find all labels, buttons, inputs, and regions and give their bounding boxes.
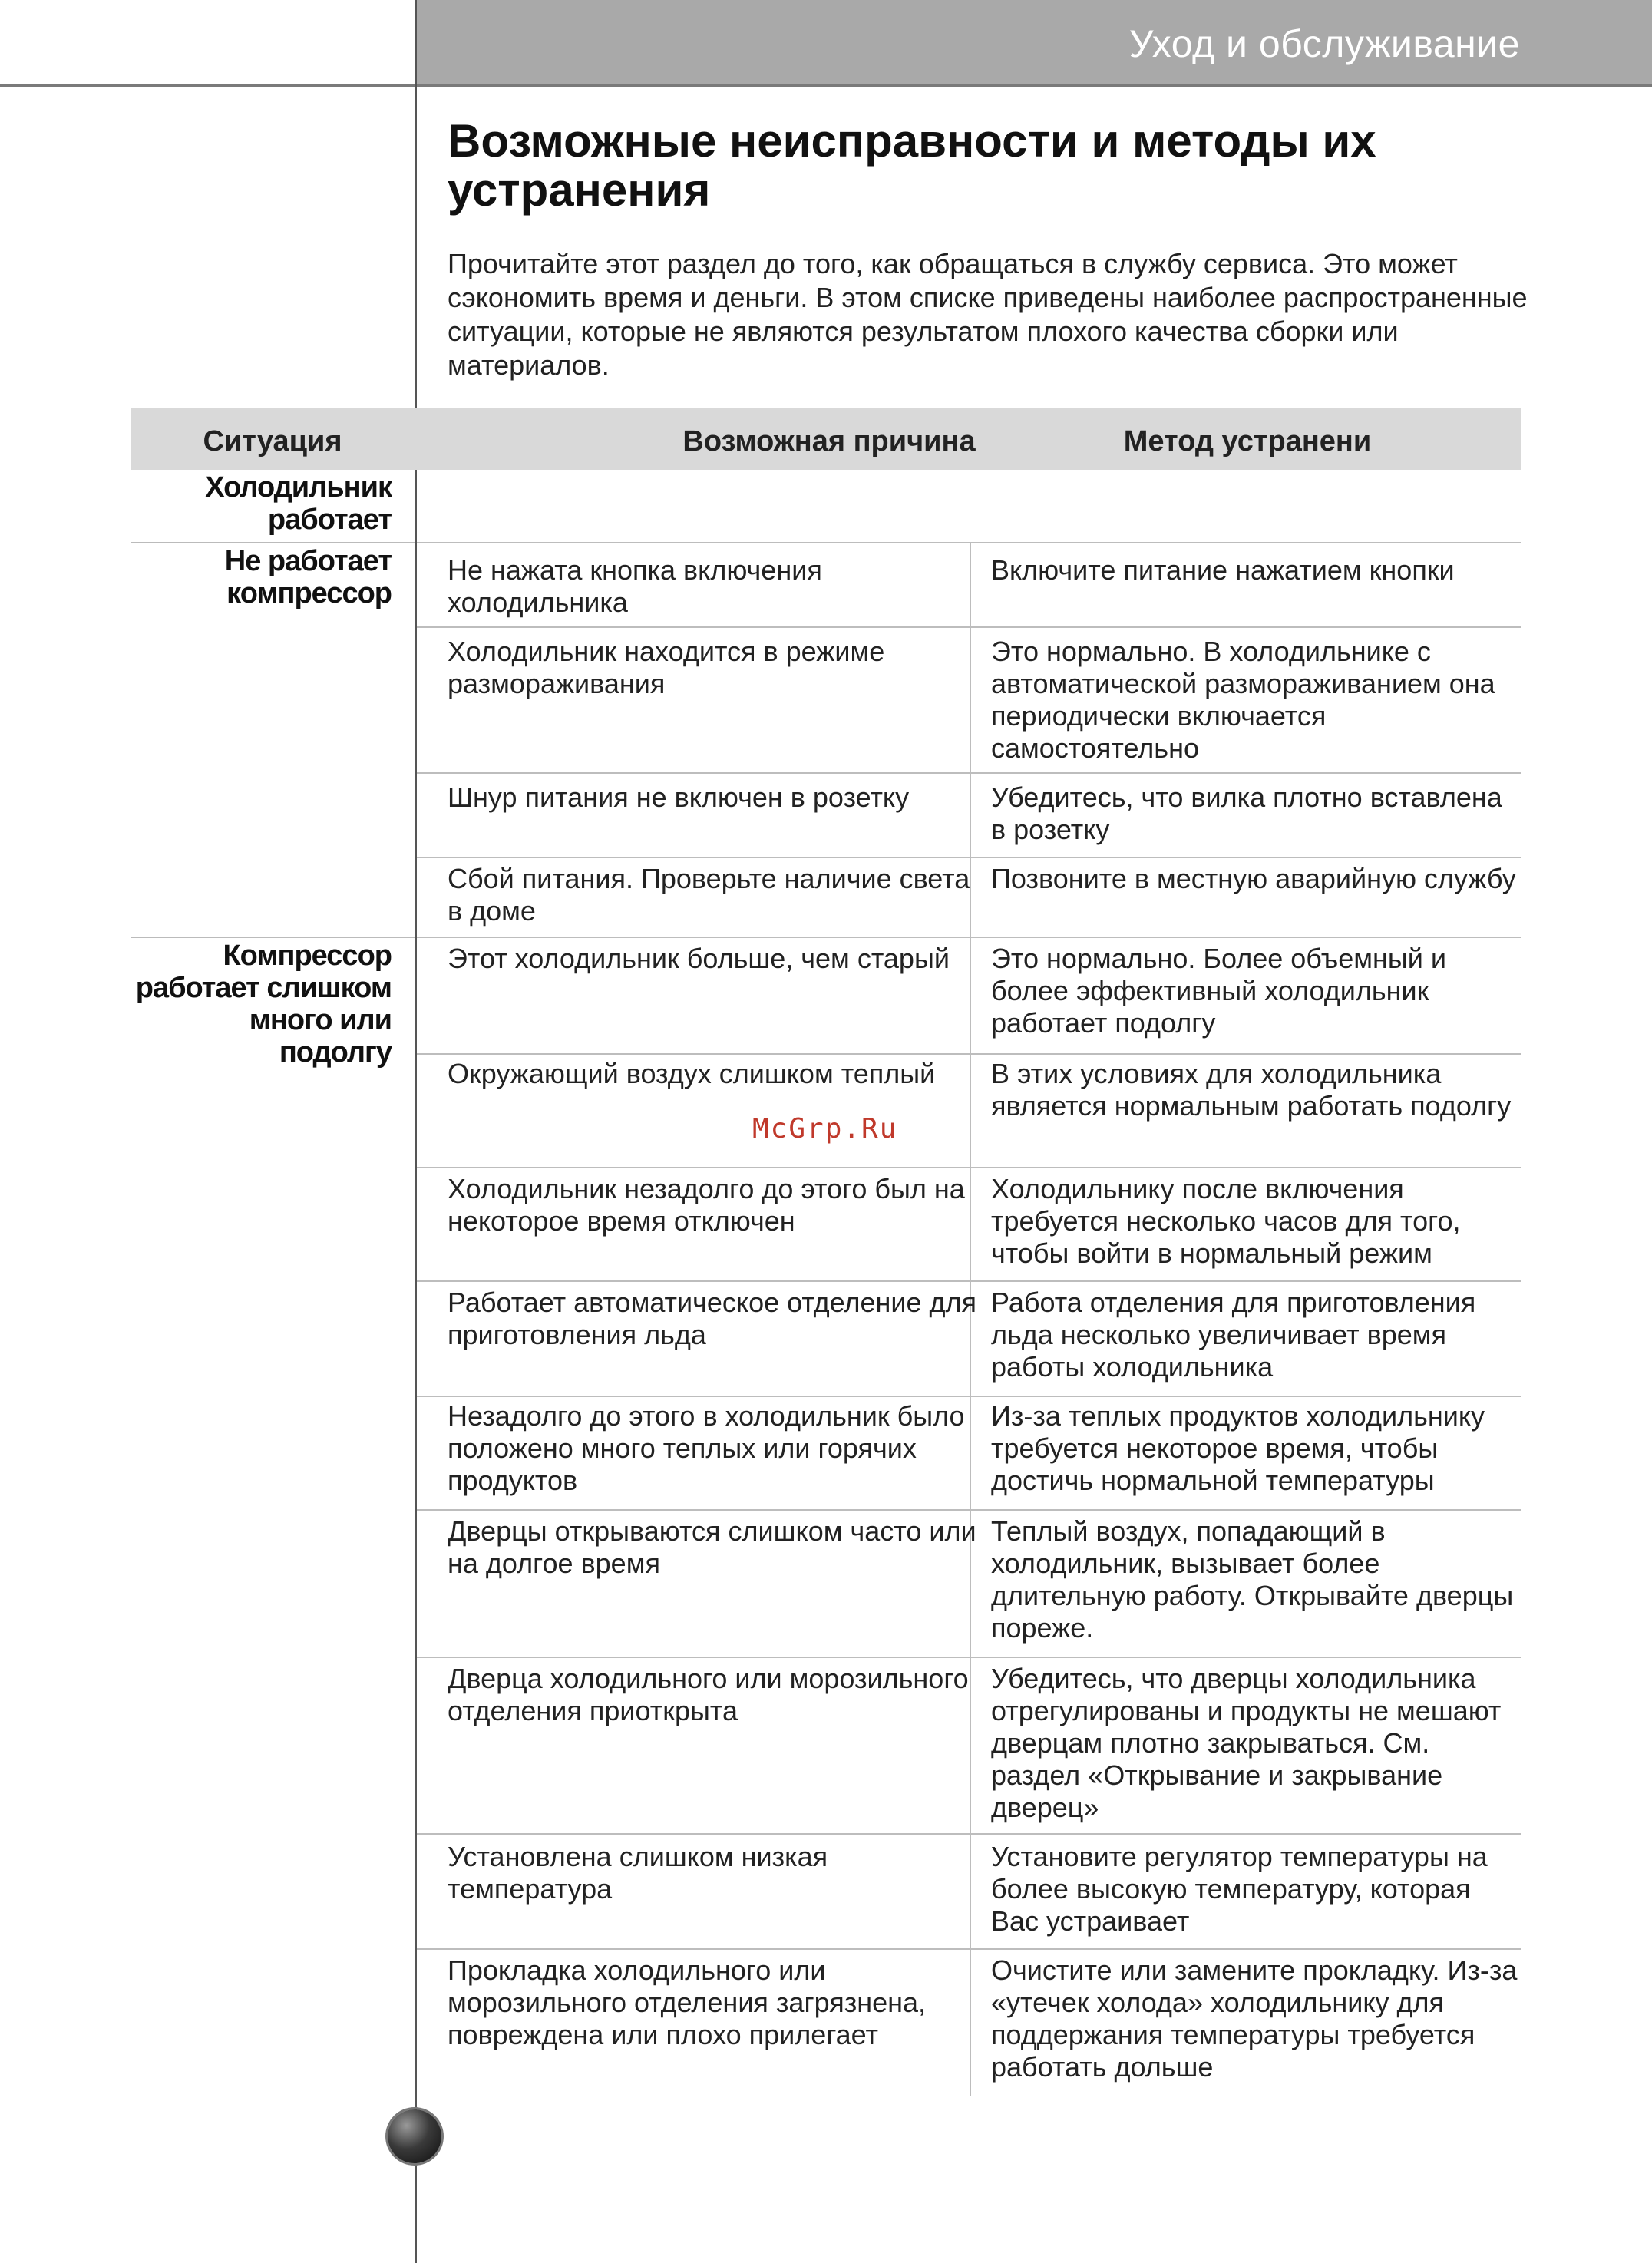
situation-label: Не работает компрессор [224,545,392,610]
cause-cell: Работает автоматическое отделение для приготовления льда [448,1287,977,1350]
cause-cell: Не нажата кнопка включения холодильника [448,554,822,618]
method-cell: Это нормально. В холодильнике с автоматической размораживанием она периодически включается самостоятельно [991,636,1495,764]
cause-cell: Дверца холодильного или морозильного отделения приоткрыта [448,1663,969,1726]
cause-cell: Прокладка холодильного или морозильного отделения загрязнена, повреждена или плохо прилегает [448,1954,927,2050]
situation-label: Компрессор работает слишком много или подолгу [135,940,392,1069]
watermark: McGrp.Ru [752,1113,898,1145]
method-cell: Очистите или замените прокладку. Из-за «утечек холода» холодильнику для поддержания температуры требуется работать дольше [991,1954,1518,2083]
table-header [131,408,1521,470]
situation-label: Холодильник работает [205,471,392,536]
header-rule [0,84,1652,87]
cause-cell: Холодильник незадолго до этого был на некоторое время отключен [448,1173,965,1237]
method-cell: Холодильнику после включения требуется несколько часов для того, чтобы войти в нормальный режим [991,1173,1461,1269]
cause-cell: Незадолго до этого в холодильник было положено много теплых или горячих продуктов [448,1400,965,1496]
row-divider [417,542,1521,543]
cause-cell: Окружающий воздух слишком теплый [448,1058,936,1089]
cause-cell: Этот холодильник больше, чем старый [448,943,950,974]
method-cell: Из-за теплых продуктов холодильнику требуется некоторое время, чтобы достичь нормальной температуры [991,1400,1485,1496]
row-divider [417,1657,1521,1658]
method-cell: Убедитесь, что дверцы холодильника отрегулированы и продукты не мешают дверцам плотно закрываться. См. раздел «Открывание и закрывание дверец» [991,1663,1502,1823]
row-divider [417,1280,1521,1282]
row-divider [417,1509,1521,1511]
row-divider [417,772,1521,774]
method-cell: Позвоните в местную аварийную службу [991,863,1516,894]
method-cell: Работа отделения для приготовления льда несколько увеличивает время работы холодильника [991,1287,1476,1383]
method-cell: Установите регулятор температуры на более высокую температуру, которая Вас устраивает [991,1841,1488,1937]
method-cell: Включите питание нажатием кнопки [991,554,1455,586]
intro-paragraph: Прочитайте этот раздел до того, как обращаться в службу сервиса. Это может сэкономить время и деньги. В этом списке приведены наиболее распространенные ситуации, которые не являются результатом плохого качества сборки или материалов. [448,248,1528,381]
row-divider [417,857,1521,858]
row-divider [417,1833,1521,1835]
row-divider [417,1167,1521,1168]
row-divider [417,937,1521,938]
header-method: Метод устранени [1123,425,1372,458]
cause-cell: Холодильник находится в режиме размораживания [448,636,885,699]
page-bullet-icon [388,2109,441,2163]
method-cell: В этих условиях для холодильника является нормальным работать подолгу [991,1058,1512,1122]
row-divider [417,1053,1521,1055]
row-divider [417,1948,1521,1950]
header-band [415,0,1652,86]
row-divider [417,1396,1521,1397]
method-cell: Теплый воздух, попадающий в холодильник, вызывает более длительную работу. Открывайте дверцы пореже. [991,1515,1514,1644]
cause-cell: Сбой питания. Проверьте наличие света в доме [448,863,970,927]
situation-divider [131,937,415,938]
section-title: Уход и обслуживание [1128,22,1520,65]
header-cause: Возможная причина [682,425,976,458]
header-situation: Ситуация [203,425,342,458]
margin-line [415,0,417,2263]
method-cell: Это нормально. Более объемный и более эффективный холодильник работает подолгу [991,943,1446,1039]
method-cell: Убедитесь, что вилка плотно вставлена в розетку [991,781,1502,845]
row-divider [417,626,1521,628]
situation-divider [131,542,415,543]
page-title: Возможные неисправности и методы их устранения [448,115,1376,216]
cause-cell: Дверцы открываются слишком часто или на долгое время [448,1515,976,1579]
cause-cell: Шнур питания не включен в розетку [448,781,910,813]
cause-cell: Установлена слишком низкая температура [448,1841,828,1905]
